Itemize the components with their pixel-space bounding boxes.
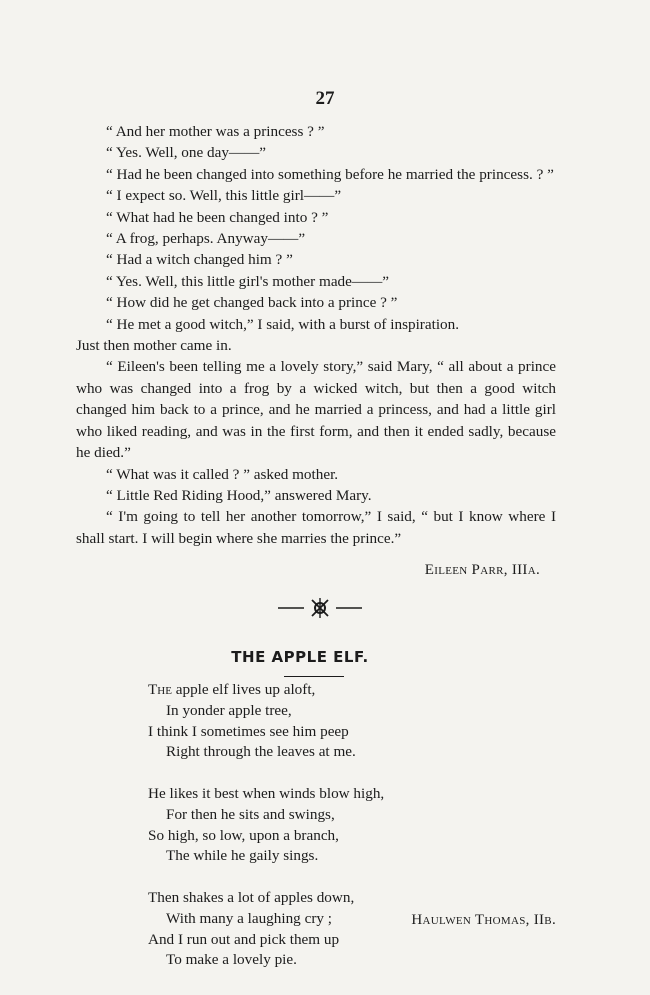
dialogue-paragraph: “ I'm going to tell her another tomorrow,” I said, “ but I know where I shall start. I will begin where she marries the prince.” <box>76 508 556 547</box>
poem-stanza <box>148 888 384 971</box>
poem-author-signature: Haulwen Thomas, IIb. <box>411 912 556 928</box>
poem-line: With many a laughing cry ; <box>166 909 332 927</box>
dialogue-line: “ What had he been changed into ? ” <box>106 208 329 226</box>
poem-first-word: The <box>148 681 172 698</box>
dialogue-line: “ He met a good witch,” I said, with a burst of inspiration. <box>106 315 460 333</box>
ornament-divider-icon <box>278 597 362 619</box>
page-number: 27 <box>315 88 335 109</box>
poem-line: And I run out and pick them up <box>148 930 340 948</box>
dialogue-line: “ And her mother was a princess ? ” <box>106 123 325 140</box>
poem-line: So high, so low, upon a branch, <box>148 826 339 844</box>
poem-line: Right through the leaves at me. <box>166 743 356 761</box>
poem-body <box>148 680 384 971</box>
narration-line: Just then mother came in. <box>76 337 232 355</box>
poem-line: For then he sits and swings, <box>166 805 335 823</box>
dialogue-line: “ Little Red Riding Hood,” answered Mary. <box>106 486 372 504</box>
dialogue-line: “ Yes. Well, this little girl's mother made——” <box>106 272 390 290</box>
poem-line: Then shakes a lot of apples down, <box>148 888 355 906</box>
poem-line: The while he gaily sings. <box>166 847 319 865</box>
dialogue-line: “ What was it called ? ” asked mother. <box>106 465 339 483</box>
story-author-signature: Eileen Parr, IIIa. <box>424 562 540 578</box>
dialogue-line: “ I expect so. Well, this little girl——” <box>106 187 342 205</box>
dialogue-line: “ Yes. Well, one day——” <box>106 144 267 162</box>
title-underline <box>284 676 344 677</box>
story-text <box>76 121 556 549</box>
dialogue-paragraph: “ Eileen's been telling me a lovely story,” said Mary, “ all about a prince who was changed into a frog by a wicked witch, but then a good witch changed him back to a prince, and he married a princess, and had a little girl who liked reading, and was in the first form, and then it ended sadly, because he died.” <box>76 358 556 462</box>
poem-stanza <box>148 784 384 867</box>
poem-first-line-text: apple elf lives up aloft, <box>171 681 316 698</box>
poem-line <box>148 680 384 701</box>
poem-line: I think I sometimes see him peep <box>148 722 349 740</box>
poem-title: THE APPLE ELF. <box>231 648 369 666</box>
poem-line: To make a lovely pie. <box>166 951 297 969</box>
dialogue-line: “ A frog, perhaps. Anyway——” <box>106 230 306 248</box>
dialogue-line: “ Had a witch changed him ? ” <box>106 251 293 269</box>
poem-line: He likes it best when winds blow high, <box>148 784 385 802</box>
poem-line: In yonder apple tree, <box>166 701 292 719</box>
dialogue-line: “ Had he been changed into something before he married the princess. ? ” <box>106 165 554 183</box>
poem-stanza <box>148 680 384 763</box>
dialogue-line: “ How did he get changed back into a prince ? ” <box>106 294 398 312</box>
